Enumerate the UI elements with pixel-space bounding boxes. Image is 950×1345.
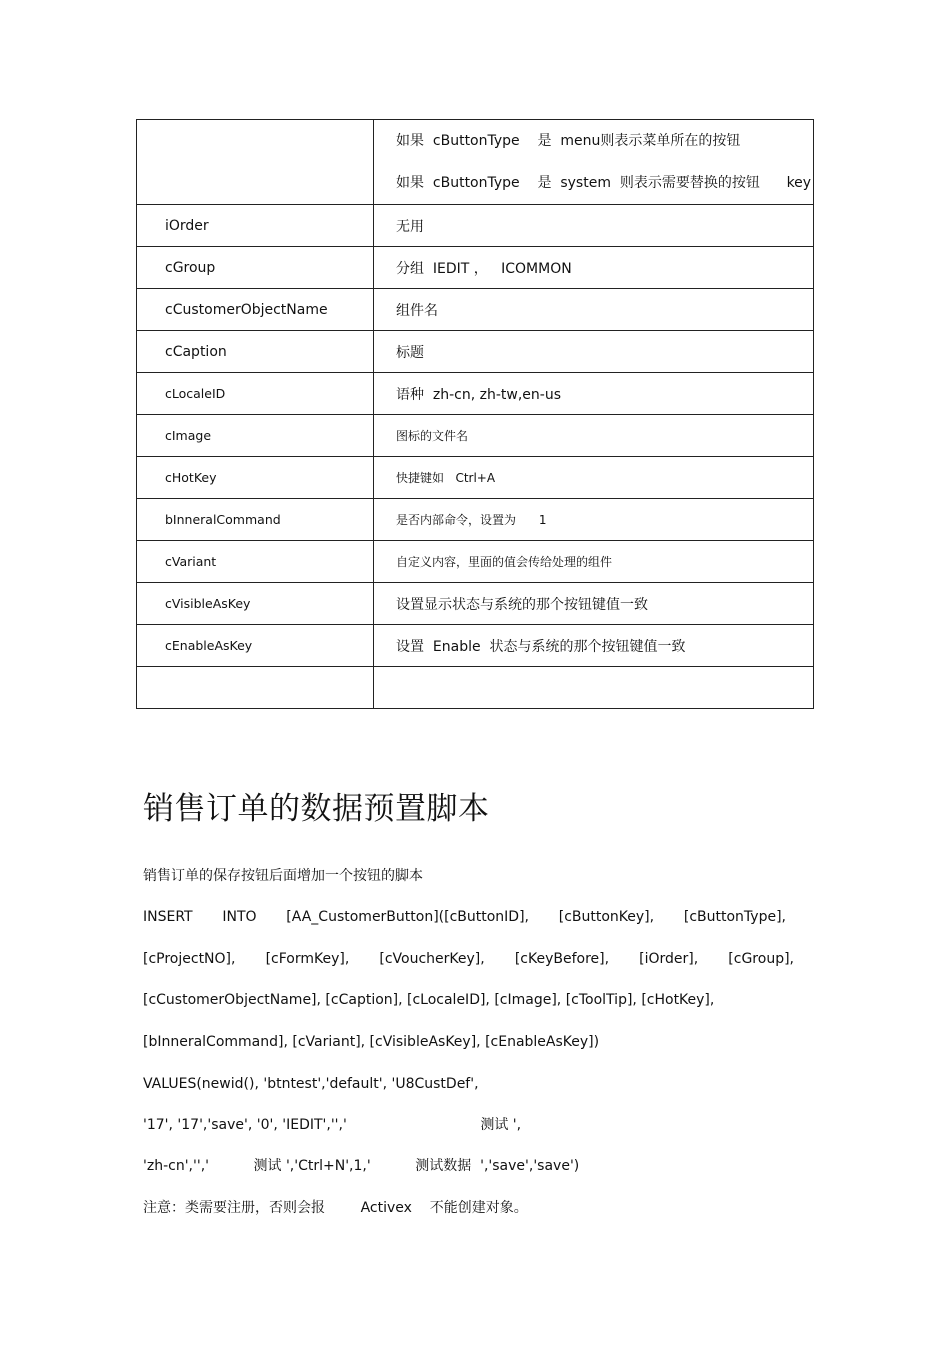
sql-token: INTO: [222, 909, 257, 925]
table-row: [137, 457, 814, 499]
field-name-cell: cVisibleAsKey: [137, 583, 374, 625]
sql-line: 'zh-cn','',' 测试 ','Ctrl+N',1,' 测试数据 ','save','save'): [143, 1158, 580, 1174]
sql-line: '17', '17','save', '0', 'IEDIT','',' 测试 ',: [143, 1117, 522, 1133]
field-description-cell: [374, 667, 814, 709]
field-name-cell: cGroup: [137, 247, 374, 289]
table-row: [137, 667, 814, 709]
field-description-cell: 分组 IEDIT ， ICOMMON: [374, 247, 814, 289]
sql-line: [143, 949, 794, 969]
field-name-cell: cCustomerObjectName: [137, 289, 374, 331]
sql-token: INSERT: [143, 909, 193, 925]
sql-token: [cButtonKey],: [558, 909, 655, 925]
field-name-cell: cImage: [137, 415, 374, 457]
field-description-cell: 标题: [374, 331, 814, 373]
field-name-cell: cCaption: [137, 331, 374, 373]
section-heading: 销售订单的数据预置脚本: [143, 791, 490, 827]
field-description-cell: 语种 zh-cn, zh-tw,en-us: [374, 373, 814, 415]
field-description-cell: 设置 Enable 状态与系统的那个按钮键值一致: [374, 625, 814, 667]
sql-line: [cCustomerObjectName], [cCaption], [cLocaleID], [cImage], [cToolTip], [cHotKey],: [143, 992, 715, 1008]
field-name-cell: [137, 120, 374, 205]
sql-token: [cButtonType],: [683, 909, 786, 925]
sql-token: [AA_CustomerButton]([cButtonID],: [286, 909, 529, 925]
field-name-cell: cEnableAsKey: [137, 625, 374, 667]
sql-line: [bInneralCommand], [cVariant], [cVisibleAsKey], [cEnableAsKey]): [143, 1034, 600, 1050]
sql-token: [iOrder],: [639, 951, 699, 967]
field-description-cell: 组件名: [374, 289, 814, 331]
table-row: [137, 583, 814, 625]
field-description-cell: 快捷键如 Ctrl+A: [374, 457, 814, 499]
table-row: [137, 331, 814, 373]
table-row: [137, 205, 814, 247]
intro-text: 销售订单的保存按钮后面增加一个按钮的脚本: [143, 868, 423, 884]
field-name-cell: cLocaleID: [137, 373, 374, 415]
field-description-cell: 设置显示状态与系统的那个按钮键值一致: [374, 583, 814, 625]
table-row: [137, 289, 814, 331]
description-line: 如果 cButtonType 是 menu则表示菜单所在的按钮: [396, 133, 741, 149]
field-name-cell: cHotKey: [137, 457, 374, 499]
note-text: 注意：类需要注册，否则会报 Activex 不能创建对象。: [143, 1200, 528, 1216]
field-name-cell: iOrder: [137, 205, 374, 247]
table-row: [137, 247, 814, 289]
field-name-cell: [137, 667, 374, 709]
sql-line: [143, 907, 786, 927]
table-row: [137, 625, 814, 667]
sql-token: [cVoucherKey],: [379, 951, 485, 967]
table-row: [137, 120, 814, 205]
description-line: 如果 cButtonType 是 system 则表示需要替换的按钮 key: [396, 175, 812, 191]
table-row: [137, 373, 814, 415]
sql-token: [cFormKey],: [265, 951, 350, 967]
field-description-cell: 图标的文件名: [374, 415, 814, 457]
sql-token: [cGroup],: [728, 951, 794, 967]
sql-line: VALUES(newid(), 'btntest','default', 'U8CustDef',: [143, 1076, 479, 1092]
table-row: [137, 499, 814, 541]
field-description-table: [136, 119, 814, 709]
field-description-cell: 无用: [374, 205, 814, 247]
field-description-cell: 自定义内容，里面的值会传给处理的组件: [374, 541, 814, 583]
table-row: [137, 541, 814, 583]
table-row: [137, 415, 814, 457]
field-name-cell: bInneralCommand: [137, 499, 374, 541]
sql-token: [cKeyBefore],: [514, 951, 610, 967]
sql-token: [cProjectNO],: [143, 951, 236, 967]
field-name-cell: cVariant: [137, 541, 374, 583]
field-description-cell: 是否内部命令，设置为 1: [374, 499, 814, 541]
field-description-cell: [374, 120, 814, 205]
